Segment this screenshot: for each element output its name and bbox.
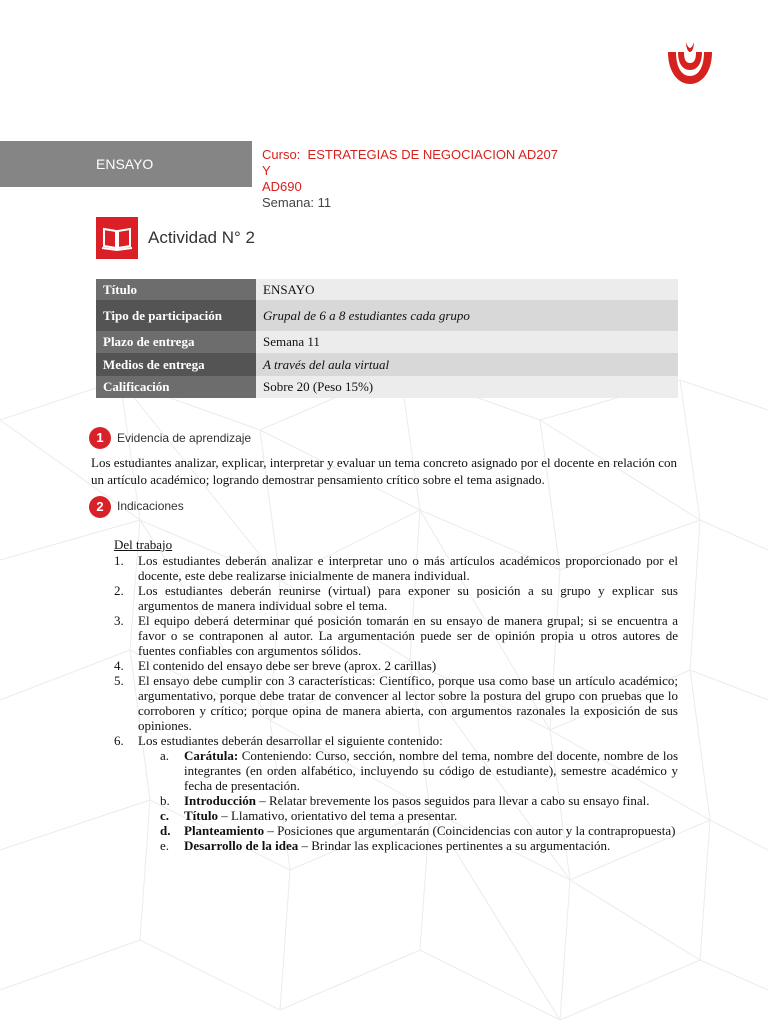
instructions-list [114, 553, 678, 853]
list-item [114, 658, 678, 673]
sub-text: Conteniendo: Curso, sección, nombre del tema, nombre del docente, nombre de los integrantes (en orden alfabético, incluyendo su código de estudiante), semestre académico y fecha de presentación. [184, 748, 678, 793]
row-value: A través del aula virtual [256, 353, 678, 376]
course-info [262, 147, 562, 211]
list-text: El ensayo debe cumplir con 3 características: Científico, porque usa como base un artículo académico; argumentativo, porque debe tratar de convencer al lector sobre la postura del grupo con pruebas que lo corroboren y crítico; porque opina de manera abierta, con argumentos razonales la exposición de sus opiniones. [138, 673, 678, 733]
list-text: Los estudiantes deberán analizar e interpretar uno o más artículos académicos proporcionado por el docente, este debe realizarse inicialmente de manera individual. [138, 553, 678, 583]
row-key: Plazo de entrega [96, 331, 256, 353]
document-type-banner [0, 141, 252, 187]
table-row [96, 376, 678, 398]
list-item [114, 673, 678, 733]
list-number: 4. [114, 658, 124, 673]
sub-list-item [160, 793, 678, 808]
list-text: Los estudiantes deberán reunirse (virtual) para exponer su posición a su grupo y explicar sus argumentos de manera individual sobre el tema. [138, 583, 678, 613]
sub-bold: Planteamiento [184, 823, 265, 838]
week-label: Semana: [262, 195, 315, 210]
section-paragraph: Los estudiantes analizar, explicar, interpretar y evaluar un tema concreto asignado por el docente en relación con un artículo académico; logrando demostrar pensamiento crítico sobre el tema asignado. [91, 455, 677, 487]
row-value: Grupal de 6 a 8 estudiantes cada grupo [256, 300, 678, 331]
course-name-cont: AD690 [262, 179, 302, 194]
sub-letter: a. [160, 748, 170, 763]
sub-text: – Relatar brevemente los pasos seguidos para llevar a cabo su ensayo final. [256, 793, 650, 808]
section-number-badge: 2 [89, 496, 111, 518]
list-number: 6. [114, 733, 124, 748]
list-text: El contenido del ensayo debe ser breve (aprox. 2 carillas) [138, 658, 437, 673]
sub-bold: Carátula: [184, 748, 239, 763]
row-value: ENSAYO [256, 279, 678, 300]
sub-text: – Posiciones que argumentarán (Coincidencias con autor y la contrapropuesta) [264, 823, 676, 838]
sub-bold: Título [184, 808, 218, 823]
sub-letter: e. [160, 838, 170, 853]
section-number-badge: 1 [89, 427, 111, 449]
sub-letter: c. [160, 808, 170, 823]
sub-text: – Brindar las explicaciones pertinentes a su argumentación. [298, 838, 611, 853]
row-key: Calificación [96, 376, 256, 398]
list-number: 5. [114, 673, 124, 688]
activity-info-table [96, 279, 678, 398]
sub-bold: Desarrollo de la idea [184, 838, 299, 853]
row-key: Medios de entrega [96, 353, 256, 376]
upc-logo [664, 38, 716, 86]
list-item [114, 733, 678, 748]
list-item [114, 613, 678, 658]
row-key: Título [96, 279, 256, 300]
list-item [114, 583, 678, 613]
list-text: El equipo deberá determinar qué posición tomarán en su ensayo de manera grupal; si se encuentra a favor o se contraponen al autor. La argumentación puede ser de opinión propia u otros autores de fuentes confiables con argumentos sólidos. [138, 613, 678, 658]
activity-title: Actividad N° 2 [148, 228, 255, 247]
week-value: 11 [317, 195, 332, 210]
course-name: ESTRATEGIAS DE NEGOCIACION AD207 Y [262, 147, 558, 178]
sub-list-item [160, 748, 678, 793]
sub-list-item [160, 823, 678, 838]
row-value: Semana 11 [256, 331, 678, 353]
sub-letter: b. [160, 793, 170, 808]
list-number: 1. [114, 553, 124, 568]
table-row [96, 331, 678, 353]
course-label: Curso: [262, 147, 301, 162]
sub-list-item [160, 808, 678, 823]
document-type-label: ENSAYO [96, 156, 154, 172]
list-number: 3. [114, 613, 124, 628]
open-book-icon [96, 217, 138, 259]
subheading: Del trabajo [114, 537, 173, 552]
sub-bold: Introducción [184, 793, 256, 808]
list-item [114, 553, 678, 583]
list-number: 2. [114, 583, 124, 598]
section-title: Indicaciones [117, 499, 184, 513]
table-row [96, 279, 678, 300]
row-value: Sobre 20 (Peso 15%) [256, 376, 678, 398]
section-title: Evidencia de aprendizaje [117, 431, 252, 445]
list-text: Los estudiantes deberán desarrollar el siguiente contenido: [138, 733, 443, 748]
sub-letter: d. [160, 823, 171, 838]
table-row [96, 300, 678, 331]
sub-list-item [160, 838, 678, 853]
sub-text: – Llamativo, orientativo del tema a presentar. [217, 808, 458, 823]
row-key: Tipo de participación [96, 300, 256, 331]
table-row [96, 353, 678, 376]
